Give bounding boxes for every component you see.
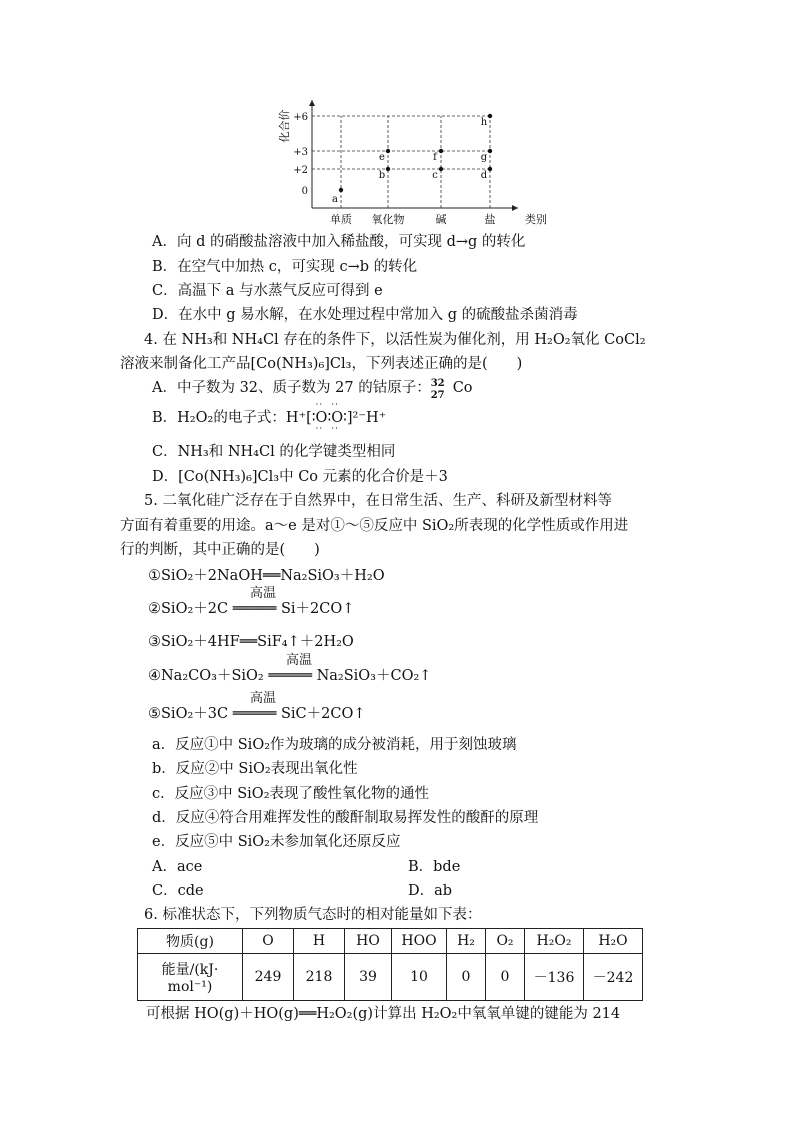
table-header-cell: H₂ [447, 929, 486, 954]
data-point-label: g [480, 152, 488, 163]
judgment-a: a．反应①中 SiO₂作为玻璃的成分被消耗，用于刻蚀玻璃 [152, 737, 517, 753]
x-tick-label: 单质 [330, 213, 352, 226]
energy-table [137, 928, 643, 1001]
data-point-label: e [379, 152, 385, 163]
x-tick-label: 氧化物 [371, 213, 405, 226]
q3-option-c: C．高温下 a 与水蒸气反应可得到 e [152, 283, 383, 299]
y-tick-label: 0 [301, 186, 308, 197]
energy-table-value-row [138, 954, 643, 1001]
data-point [488, 149, 492, 153]
table-cell: 249 [243, 954, 294, 1001]
nuclide-notation [430, 378, 453, 401]
table-cell: 10 [392, 954, 447, 1001]
q4-option-d: D．[Co(NH₃)₆]Cl₃中 Co 元素的化合价是＋3 [152, 469, 448, 485]
q3-option-d: D．在水中 g 易水解，在水处理过程中常加入 g 的硫酸盐杀菌消毒 [152, 307, 578, 323]
q5-stem-line2: 方面有着重要的用途。a～e 是对①～⑤反应中 SiO₂所表现的化学性质或作用进 [120, 518, 629, 534]
q5-stem-line1: 5. 二氧化硅广泛存在于自然界中，在日常生活、生产、科研及新型材料等 [144, 493, 612, 509]
data-point [386, 149, 390, 153]
nuclide-mass-number: 32 [430, 378, 445, 389]
lone-pair-dots-icon: ·· [331, 400, 339, 410]
data-point [439, 167, 443, 171]
q5-option-d: D．ab [408, 883, 453, 899]
table-cell: 39 [345, 954, 392, 1001]
q3-option-a: A．向 d 的硝酸盐溶液中加入稀盐酸，可实现 d→g 的转化 [152, 234, 526, 250]
y-axis-arrow-icon [309, 100, 315, 106]
judgment-b: b．反应②中 SiO₂表现出氧化性 [152, 761, 358, 777]
lone-pair-dots-icon: ·· [315, 400, 324, 410]
table-header-cell: 物质(g) [138, 929, 243, 954]
q5-option-c: C．cde [152, 883, 204, 899]
data-point-label: d [480, 170, 488, 181]
y-axis-title: 化合价 [278, 109, 291, 143]
reaction-3: ③SiO₂＋4HF══SiF₄↑＋2H₂O [148, 634, 354, 650]
reaction-5-condition: 高温 [249, 691, 276, 706]
energy-table-header-row [138, 929, 643, 954]
q4-option-b: B．H₂O₂的电子式：H⁺[∶ ·· O ·· ∶ ·· O ·· ∶]²⁻H⁺ [152, 408, 386, 428]
reaction-5: ⑤SiO₂＋3C ═════ SiC＋2CO↑ [148, 706, 366, 722]
data-point [339, 188, 343, 192]
reaction-4: ④Na₂CO₃＋SiO₂ ═════ Na₂SiO₃＋CO₂↑ [148, 668, 432, 684]
table-cell: －136 [525, 954, 584, 1001]
q4-option-a-text: A．中子数为 32、质子数为 27 的钴原子： [152, 380, 431, 396]
oxygen-atom-2: ·· O ·· [331, 408, 343, 428]
table-cell: －242 [584, 954, 643, 1001]
q6-tail-line: 可根据 HO(g)＋HO(g)══H₂O₂(g)计算出 H₂O₂中氧氧单键的键能为 214 [146, 1006, 621, 1022]
data-point-label: b [378, 170, 386, 181]
data-point [488, 114, 492, 118]
table-cell: 0 [486, 954, 525, 1001]
table-header-cell: HOO [392, 929, 447, 954]
q3-option-b: B．在空气中加热 c，可实现 c→b 的转化 [152, 259, 418, 275]
valence-category-chart [278, 96, 558, 232]
q4-stem-line2: 溶液来制备化工产品[Co(NH₃)₆]Cl₃，下列表述正确的是( ) [120, 356, 523, 372]
nuclide-symbol: Co [452, 380, 473, 396]
judgment-d: d．反应④符合用难挥发性的酸酐制取易挥发性的酸酐的原理 [152, 810, 539, 826]
table-header-cell: H₂O [584, 929, 643, 954]
lone-pair-dots-icon: ·· [315, 424, 324, 434]
lone-pair-dots-icon: ·· [331, 424, 339, 434]
judgment-c: c．反应③中 SiO₂表现了酸性氧化物的通性 [152, 786, 429, 802]
table-header-cell: H [294, 929, 345, 954]
q4-option-b-text: B．H₂O₂的电子式：H⁺[∶ [152, 410, 316, 426]
y-tick-label: +2 [293, 165, 308, 176]
y-tick-label: +3 [293, 147, 308, 158]
q4-option-c: C．NH₃和 NH₄Cl 的化学键类型相同 [152, 444, 396, 460]
judgment-e: e．反应⑤中 SiO₂未参加氧化还原反应 [152, 834, 401, 850]
data-point [439, 149, 443, 153]
table-header-cell: O [243, 929, 294, 954]
reaction-1: ①SiO₂＋2NaOH══Na₂SiO₃＋H₂O [148, 568, 385, 584]
table-header-cell: HO [345, 929, 392, 954]
reaction-2: ②SiO₂＋2C ═════ Si＋2CO↑ [148, 601, 355, 617]
data-point-label: h [480, 117, 488, 128]
y-tick-label: +6 [293, 112, 308, 123]
q5-option-b: B．bde [408, 859, 461, 875]
q5-option-a: A．ace [152, 859, 203, 875]
data-point-label: f [433, 152, 437, 163]
q4-stem-line1: 4. 在 NH₃和 NH₄Cl 存在的条件下，以活性炭为催化剂，用 H₂O₂氧化 CoCl₂ [144, 332, 646, 348]
x-tick-label: 碱 [435, 213, 447, 226]
q5-stem-line3: 行的判断，其中正确的是( ) [120, 542, 320, 558]
table-cell: 0 [447, 954, 486, 1001]
oxygen-atom-1: ·· O ·· [316, 408, 328, 428]
x-tick-label: 盐 [484, 213, 496, 226]
table-header-cell: O₂ [486, 929, 525, 954]
reaction-4-condition: 高温 [285, 653, 312, 668]
data-point [488, 167, 492, 171]
x-axis-title: 类别 [525, 213, 547, 226]
data-point-label: c [432, 170, 438, 181]
data-point-label: a [332, 194, 338, 205]
x-axis-arrow-icon [512, 205, 518, 211]
nuclide-atomic-number: 27 [430, 390, 445, 401]
q6-stem: 6. 标准状态下，下列物质气态时的相对能量如下表： [144, 907, 482, 923]
q4-option-a [152, 378, 473, 401]
table-cell: 218 [294, 954, 345, 1001]
table-header-cell: H₂O₂ [525, 929, 584, 954]
data-point [386, 167, 390, 171]
table-row-label: 能量/(kJ· mol⁻¹) [138, 954, 243, 1001]
reaction-2-condition: 高温 [249, 586, 276, 601]
